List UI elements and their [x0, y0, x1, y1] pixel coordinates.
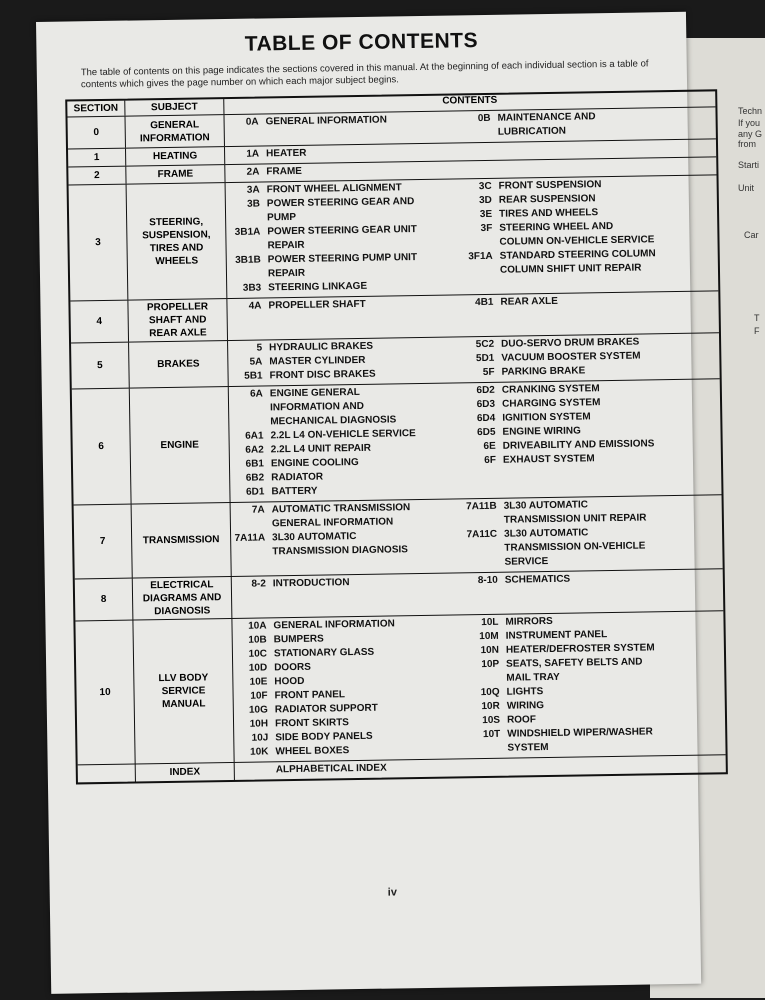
adjacent-page-line: T [754, 313, 760, 323]
entry-label: STEERING LINKAGE [268, 280, 368, 294]
entry-code: 2A [246, 166, 260, 178]
entry-label: SCHEMATICS [504, 573, 571, 586]
entry-code: 10H [249, 718, 269, 730]
entry-code: 6F [484, 454, 497, 467]
entry-code: 1A [246, 148, 260, 160]
entry-code: 6B1 [245, 458, 265, 470]
contents-column-left [232, 616, 466, 760]
entry-code: 10N [480, 644, 500, 657]
entry-label: POWER STEERING GEAR AND PUMP [266, 196, 415, 224]
entry-label: HYDRAULIC BRAKES [269, 340, 374, 354]
toc-entry [225, 112, 457, 130]
row-subject: TRANSMISSION [132, 503, 232, 578]
entry-label: STEERING WHEEL AND COLUMN ON-VEHICLE SERVICE [499, 220, 655, 248]
entry-label: RADIATOR [271, 471, 324, 484]
toc-row [69, 174, 719, 300]
row-section-number: 8 [75, 579, 134, 621]
toc-entry [460, 362, 715, 380]
toc-row [74, 494, 723, 578]
row-section-number: 1 [68, 149, 126, 167]
toc-entry [459, 292, 714, 310]
row-contents [232, 569, 724, 618]
row-contents [227, 291, 719, 340]
adjacent-page-line: from [738, 139, 756, 149]
entry-code: 5B1 [244, 370, 263, 382]
toc-entry [227, 296, 459, 314]
row-subject: BRAKES [129, 341, 229, 388]
contents-column-right [458, 176, 715, 292]
intro-paragraph: The table of contents on this page indicates the sections covered in this manual. At the beginning of each individual section is a table of contents which gives the page number on which each major subject begins. [80, 58, 649, 91]
entry-label: HEATER/DEFROSTER SYSTEM [505, 642, 655, 656]
entry-code: 5A [249, 356, 263, 368]
row-section-number: 3 [69, 185, 129, 301]
entry-label: ENGINE GENERAL INFORMATION AND MECHANICAL DIAGNOSIS [269, 386, 397, 428]
entry-code: 3B1B [235, 254, 261, 266]
entry-label: GENERAL INFORMATION [265, 114, 387, 128]
toc-entry [463, 496, 718, 528]
entry-label: FRONT PANEL [274, 689, 346, 702]
toc-entry [466, 724, 721, 756]
entry-label: 2.2L L4 ON-VEHICLE SERVICE [270, 428, 416, 442]
entry-label: 2.2L L4 UNIT REPAIR [270, 442, 372, 456]
toc-entry [227, 250, 459, 282]
row-section-number: 10 [75, 621, 135, 765]
entry-label: HEATER [266, 147, 307, 160]
entry-code: 7A11A [234, 532, 266, 544]
entry-label: VACUUM BOOSTER SYSTEM [501, 350, 641, 364]
toc-table [65, 89, 728, 784]
adjacent-page-line: any G [738, 129, 763, 139]
entry-code: 6D5 [477, 426, 496, 439]
adjacent-page-line: If you [738, 118, 761, 128]
row-subject: HEATING [126, 147, 225, 166]
row-section-number: 4 [70, 301, 129, 343]
entry-code: 0A [245, 116, 259, 128]
contents-column-right [464, 570, 720, 612]
toc-row [72, 378, 722, 504]
contents-column-right [467, 756, 722, 774]
contents-column-right [457, 158, 712, 176]
entry-code: 3C [478, 180, 492, 193]
entry-code: 10A [248, 620, 267, 632]
entry-code: 10L [481, 616, 499, 629]
entry-label: WIRING [506, 700, 545, 712]
entry-label: FRONT SKIRTS [274, 717, 350, 730]
entry-code: 10J [251, 732, 269, 744]
contents-column-right [461, 380, 718, 496]
entry-code: 0B [477, 112, 491, 125]
entry-code: 10F [250, 690, 268, 702]
entry-code: 10S [482, 714, 501, 727]
toc-body [67, 106, 725, 782]
toc-entry [225, 144, 457, 162]
contents-column-right [459, 292, 715, 334]
entry-label: RADIATOR SUPPORT [274, 702, 378, 716]
row-section-number: 5 [71, 343, 130, 389]
entry-label: FRONT WHEEL ALIGNMENT [266, 182, 402, 196]
entry-code: 10Q [480, 686, 500, 699]
entry-label: CHARGING SYSTEM [501, 397, 601, 410]
toc-entry [226, 222, 458, 254]
row-section-number: 7 [74, 505, 133, 579]
entry-code: 10P [481, 658, 500, 671]
row-contents [229, 379, 722, 502]
toc-entry [463, 524, 719, 570]
toc-entry [458, 218, 713, 250]
toc-entry [226, 194, 458, 226]
entry-label: LIGHTS [506, 686, 544, 698]
entry-label: AUTOMATIC TRANSMISSION GENERAL INFORMATION [271, 502, 411, 530]
entry-label: DUO-SERVO DRUM BRAKES [501, 336, 640, 350]
row-contents [231, 495, 723, 576]
row-section-number: 6 [72, 389, 132, 505]
entry-label: STANDARD STEERING COLUMN COLUMN SHIFT UNIT REPAIR [499, 248, 656, 276]
toc-entry [464, 570, 719, 588]
entry-code: 6A1 [245, 430, 264, 442]
entry-label: WINDSHIELD WIPER/WASHER SYSTEM [507, 726, 653, 754]
entry-code: 3B1A [234, 226, 261, 238]
row-subject: INDEX [136, 763, 235, 782]
page-title: TABLE OF CONTENTS [244, 29, 479, 56]
entry-label: MASTER CYLINDER [269, 354, 366, 368]
entry-label: GENERAL INFORMATION [273, 618, 395, 632]
row-contents [228, 333, 720, 386]
adjacent-page-line: Unit [738, 183, 755, 193]
entry-code: 5D1 [475, 352, 495, 365]
entry-code: 3F1A [468, 250, 493, 263]
header-contents: CONTENTS [442, 94, 498, 107]
toc-entry [462, 450, 717, 468]
row-section-number: 2 [68, 167, 126, 185]
entry-code: 3B3 [242, 282, 262, 294]
entry-label: IGNITION SYSTEM [502, 411, 591, 424]
contents-column-left [228, 338, 461, 384]
entry-label: 3L30 AUTOMATIC TRANSMISSION ON-VEHICLE SERVICE [504, 527, 646, 568]
entry-label: CRANKING SYSTEM [501, 383, 600, 396]
row-contents [232, 611, 725, 762]
toc-entry [232, 574, 464, 592]
header-subject: SUBJECT [125, 99, 224, 116]
toc-entry [230, 482, 462, 500]
toc-entry [456, 108, 711, 140]
entry-label: BUMPERS [273, 633, 324, 646]
entry-code: 3D [478, 194, 492, 207]
entry-label: PARKING BRAKE [501, 365, 586, 378]
row-section-number: 0 [68, 117, 126, 149]
entry-label: REAR SUSPENSION [498, 193, 596, 206]
entry-code: 3E [479, 208, 493, 221]
entry-label: FRONT SUSPENSION [498, 179, 602, 192]
contents-column-left [232, 574, 465, 616]
contents-column-left [225, 112, 457, 144]
row-subject: PROPELLER SHAFT AND REAR AXLE [128, 299, 228, 342]
entry-code: 7A11C [466, 528, 498, 541]
entry-label: ENGINE COOLING [270, 456, 359, 470]
entry-label: POWER STEERING GEAR UNIT REPAIR [267, 224, 417, 252]
entry-code: 10K [250, 746, 269, 758]
contents-column-left [229, 384, 463, 500]
entry-code: 8-10 [477, 574, 498, 587]
entry-code: 5 [256, 342, 263, 354]
toc-entry [228, 366, 460, 384]
toc-entry [225, 162, 457, 180]
adjacent-page-line: Techn [738, 106, 763, 116]
toc-entry [235, 760, 467, 778]
entry-code: 10C [248, 648, 268, 660]
entry-label: MIRRORS [505, 615, 553, 628]
toc-entry [227, 278, 459, 296]
entry-code: 5C2 [475, 338, 495, 351]
entry-label: FRAME [266, 165, 303, 178]
toc-entry [231, 500, 463, 532]
entry-label: ALPHABETICAL INDEX [275, 762, 387, 776]
entry-label: BATTERY [271, 485, 318, 498]
entry-label: WHEEL BOXES [275, 745, 350, 758]
entry-code: 4A [248, 300, 262, 312]
entry-code: 10D [248, 662, 268, 674]
entry-label: SIDE BODY PANELS [275, 730, 373, 744]
entry-label: STATIONARY GLASS [273, 646, 375, 660]
toc-entry [465, 654, 720, 686]
entry-code: 8-2 [251, 578, 266, 590]
entry-code: 3B [247, 198, 260, 210]
entry-code: 6A [249, 388, 263, 400]
entry-label: HOOD [274, 675, 305, 688]
entry-code: 10G [248, 704, 268, 716]
row-contents [226, 175, 719, 298]
entry-code: 10M [479, 630, 499, 643]
entry-label: INSTRUMENT PANEL [505, 629, 608, 642]
contents-column-right [463, 496, 719, 570]
entry-label: REAR AXLE [500, 295, 558, 308]
adjacent-page-line: F [754, 326, 760, 336]
entry-label: DRIVEABILITY AND EMISSIONS [502, 438, 655, 452]
entry-code: 6D2 [476, 384, 495, 397]
entry-label: MAINTENANCE AND LUBRICATION [497, 111, 596, 138]
header-section: SECTION [67, 101, 125, 117]
entry-label: INTRODUCTION [272, 577, 350, 590]
entry-label: EXHAUST SYSTEM [502, 453, 595, 466]
toc-entry [234, 742, 466, 760]
entry-code: 6A2 [245, 444, 264, 456]
entry-code: 6D4 [476, 412, 496, 425]
row-subject: STEERING, SUSPENSION, TIRES AND WHEELS [127, 183, 228, 300]
entry-code: 7A11B [466, 500, 497, 513]
row-section-number [78, 765, 136, 783]
entry-label: PROPELLER SHAFT [268, 298, 366, 312]
contents-column-right [464, 612, 721, 756]
entry-code: 7A [251, 504, 265, 516]
entry-code: 5F [482, 366, 495, 379]
entry-code: 3F [480, 222, 493, 235]
entry-label: DOORS [274, 661, 311, 674]
row-subject: FRAME [126, 165, 225, 184]
row-subject: ENGINE [130, 387, 231, 504]
entry-label: ROOF [506, 714, 536, 726]
contents-column-left [225, 162, 457, 180]
entry-code: 10B [248, 634, 267, 646]
contents-column-left [235, 760, 467, 778]
entry-code: 6B2 [245, 472, 265, 484]
contents-column-right [456, 108, 711, 140]
row-subject: LLV BODY SERVICE MANUAL [133, 619, 234, 764]
entry-code: 10E [249, 676, 268, 688]
adjacent-page-line: Starti [738, 160, 760, 170]
entry-label: ENGINE WIRING [502, 425, 581, 438]
entry-label: POWER STEERING PUMP UNIT REPAIR [267, 252, 418, 280]
row-subject: GENERAL INFORMATION [125, 115, 224, 148]
contents-column-left [227, 296, 460, 338]
document-page [36, 12, 701, 994]
entry-label: 3L30 AUTOMATIC TRANSMISSION DIAGNOSIS [272, 531, 408, 558]
contents-column-left [226, 180, 460, 296]
entry-code: 6D1 [245, 486, 265, 498]
contents-column-right [457, 140, 712, 158]
entry-label: 3L30 AUTOMATIC TRANSMISSION UNIT REPAIR [503, 499, 647, 526]
entry-code: 3A [246, 184, 260, 196]
row-subject: ELECTRICAL DIAGRAMS AND DIAGNOSIS [133, 577, 233, 620]
entry-code [235, 763, 276, 778]
page-number: iv [387, 886, 397, 899]
contents-column-right [460, 334, 716, 380]
toc-entry [459, 246, 714, 278]
entry-code: 6D3 [476, 398, 496, 411]
entry-label: TIRES AND WHEELS [498, 207, 599, 220]
toc-row [75, 610, 725, 764]
toc-entry [231, 528, 463, 560]
entry-code: 10R [481, 700, 500, 713]
entry-code: 4B1 [475, 296, 494, 309]
entry-label: SEATS, SAFETY BELTS AND MAIL TRAY [506, 656, 643, 684]
adjacent-page-line: Car [744, 230, 759, 240]
contents-column-left [231, 500, 464, 574]
contents-column-left [225, 144, 457, 162]
entry-code: 10T [482, 728, 501, 741]
entry-code: 6E [483, 440, 496, 453]
toc-entry [229, 384, 462, 430]
entry-label: FRONT DISC BRAKES [269, 368, 376, 382]
